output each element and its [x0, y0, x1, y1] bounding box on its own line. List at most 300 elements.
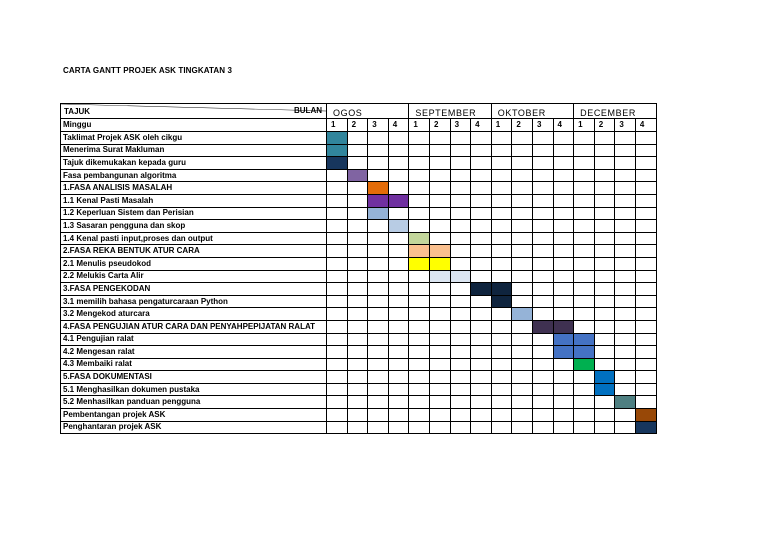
week-cell [347, 207, 368, 220]
minggu-label: Minggu [61, 119, 327, 132]
week-cell [327, 333, 348, 346]
week-cell [553, 270, 574, 283]
task-label: Menerima Surat Makluman [61, 144, 327, 157]
month-ogos: OGOS [327, 104, 409, 119]
week-cell [512, 157, 533, 170]
week-cell [553, 169, 574, 182]
week-cell [471, 346, 492, 359]
week-cell [471, 270, 492, 283]
week-cell [635, 220, 656, 233]
week-cell [327, 245, 348, 258]
task-row [61, 220, 657, 233]
task-label: 5.FASA DOKUMENTASI [61, 371, 327, 384]
week-cell [347, 396, 368, 409]
week-cell [532, 396, 553, 409]
week-cell [532, 207, 553, 220]
week-cell [512, 169, 533, 182]
week-cell [574, 207, 595, 220]
week-cell [409, 320, 430, 333]
week-cell [388, 371, 409, 384]
week-cell [368, 320, 389, 333]
week-cell [594, 207, 615, 220]
week-cell [347, 144, 368, 157]
week-cell [491, 371, 512, 384]
week-cell [388, 383, 409, 396]
gantt-bar-cell [491, 283, 512, 296]
week-cell [347, 371, 368, 384]
week-cell [429, 182, 450, 195]
week-cell [471, 169, 492, 182]
task-label: 3.FASA PENGEKODAN [61, 283, 327, 296]
week-cell [553, 245, 574, 258]
week-cell [388, 283, 409, 296]
week-cell [635, 194, 656, 207]
week-cell [347, 283, 368, 296]
week-cell [409, 182, 430, 195]
week-cell [409, 157, 430, 170]
week-cell [594, 169, 615, 182]
week-cell [532, 257, 553, 270]
task-row [61, 232, 657, 245]
week-number-cell: 4 [553, 119, 574, 132]
task-row [61, 383, 657, 396]
week-cell [368, 270, 389, 283]
week-cell [388, 333, 409, 346]
week-cell [388, 169, 409, 182]
week-cell [615, 333, 636, 346]
week-cell [409, 295, 430, 308]
week-cell [635, 308, 656, 321]
week-cell [553, 409, 574, 422]
task-label: 1.2 Keperluan Sistem dan Perisian [61, 207, 327, 220]
week-cell [471, 194, 492, 207]
week-cell [368, 308, 389, 321]
week-cell [327, 257, 348, 270]
task-row [61, 157, 657, 170]
week-cell [615, 283, 636, 296]
task-row [61, 320, 657, 333]
week-cell [368, 346, 389, 359]
week-cell [450, 283, 471, 296]
week-cell [635, 157, 656, 170]
week-cell [491, 333, 512, 346]
week-cell [574, 220, 595, 233]
week-cell [491, 245, 512, 258]
week-number-cell: 1 [327, 119, 348, 132]
week-cell [450, 396, 471, 409]
week-cell [327, 182, 348, 195]
week-cell [512, 346, 533, 359]
week-cell [615, 383, 636, 396]
task-row [61, 257, 657, 270]
week-cell [368, 333, 389, 346]
gantt-bar-cell [574, 333, 595, 346]
task-label: 5.2 Menhasilkan panduan pengguna [61, 396, 327, 409]
week-cell [594, 157, 615, 170]
week-cell [615, 257, 636, 270]
week-cell [491, 169, 512, 182]
week-cell [532, 333, 553, 346]
week-cell [635, 320, 656, 333]
week-cell [615, 157, 636, 170]
task-row [61, 283, 657, 296]
gantt-table [60, 103, 657, 434]
week-cell [388, 144, 409, 157]
week-cell [615, 144, 636, 157]
gantt-bar-cell [327, 132, 348, 145]
week-number-cell: 2 [594, 119, 615, 132]
task-label: 4.3 Membaiki ralat [61, 358, 327, 371]
week-cell [553, 421, 574, 434]
week-cell [491, 396, 512, 409]
week-cell [429, 383, 450, 396]
week-cell [574, 409, 595, 422]
task-row [61, 169, 657, 182]
week-cell [347, 409, 368, 422]
week-cell [532, 157, 553, 170]
week-cell [327, 207, 348, 220]
week-cell [553, 132, 574, 145]
week-cell [491, 409, 512, 422]
week-cell [512, 144, 533, 157]
week-cell [594, 220, 615, 233]
week-cell [327, 194, 348, 207]
week-cell [450, 308, 471, 321]
week-cell [532, 232, 553, 245]
week-cell [574, 257, 595, 270]
week-cell [553, 396, 574, 409]
week-cell [532, 421, 553, 434]
week-cell [471, 358, 492, 371]
week-cell [429, 308, 450, 321]
week-cell [635, 257, 656, 270]
week-cell [574, 270, 595, 283]
week-cell [635, 371, 656, 384]
week-cell [471, 320, 492, 333]
gantt-bar-cell [429, 270, 450, 283]
task-label: Fasa pembangunan algoritma [61, 169, 327, 182]
week-cell [409, 396, 430, 409]
week-cell [635, 182, 656, 195]
chart-title: CARTA GANTT PROJEK ASK TINGKATAN 3 [63, 66, 233, 75]
task-row [61, 333, 657, 346]
week-cell [471, 383, 492, 396]
week-cell [615, 371, 636, 384]
week-cell [409, 144, 430, 157]
week-cell [574, 396, 595, 409]
week-cell [450, 157, 471, 170]
week-cell [615, 194, 636, 207]
week-number-cell: 3 [615, 119, 636, 132]
task-label: 1.3 Sasaran pengguna dan skop [61, 220, 327, 233]
week-cell [594, 194, 615, 207]
week-cell [471, 157, 492, 170]
gantt-bar-cell [368, 182, 389, 195]
week-number-cell: 3 [532, 119, 553, 132]
gantt-bar-cell [327, 157, 348, 170]
week-cell [429, 144, 450, 157]
week-cell [532, 182, 553, 195]
week-cell [450, 371, 471, 384]
week-cell [327, 371, 348, 384]
week-cell [512, 245, 533, 258]
week-cell [429, 358, 450, 371]
gantt-bar-cell [409, 245, 430, 258]
week-cell [368, 157, 389, 170]
diagonal-divider [61, 104, 326, 118]
gantt-bar-cell [429, 245, 450, 258]
week-cell [574, 182, 595, 195]
week-cell [429, 346, 450, 359]
week-cell [388, 409, 409, 422]
week-cell [471, 396, 492, 409]
gantt-bar-cell [368, 194, 389, 207]
week-cell [347, 194, 368, 207]
task-label: 3.2 Mengekod aturcara [61, 308, 327, 321]
week-cell [594, 396, 615, 409]
week-cell [594, 358, 615, 371]
week-cell [429, 283, 450, 296]
week-cell [532, 409, 553, 422]
week-cell [512, 421, 533, 434]
week-cell [388, 232, 409, 245]
task-label: 1.FASA ANALISIS MASALAH [61, 182, 327, 195]
week-cell [409, 169, 430, 182]
task-row [61, 245, 657, 258]
task-row [61, 144, 657, 157]
tajuk-label: TAJUK [64, 107, 91, 116]
week-cell [471, 295, 492, 308]
week-cell [429, 207, 450, 220]
week-cell [512, 295, 533, 308]
week-cell [327, 308, 348, 321]
week-cell [368, 257, 389, 270]
week-cell [553, 383, 574, 396]
week-cell [347, 257, 368, 270]
week-cell [327, 295, 348, 308]
task-label: 2.1 Menulis pseudokod [61, 257, 327, 270]
week-cell [368, 283, 389, 296]
week-cell [512, 371, 533, 384]
week-cell [388, 421, 409, 434]
week-cell [491, 144, 512, 157]
week-cell [327, 421, 348, 434]
gantt-bar-cell [388, 220, 409, 233]
week-cell [615, 232, 636, 245]
week-cell [347, 308, 368, 321]
week-cell [368, 383, 389, 396]
week-cell [553, 157, 574, 170]
week-cell [491, 383, 512, 396]
week-cell [450, 245, 471, 258]
task-label: 3.1 memilih bahasa pengaturcaraan Python [61, 295, 327, 308]
week-cell [512, 232, 533, 245]
week-cell [368, 144, 389, 157]
gantt-bar-cell [409, 257, 430, 270]
week-cell [327, 358, 348, 371]
week-cell [594, 257, 615, 270]
gantt-bar-cell [327, 144, 348, 157]
week-cell [512, 207, 533, 220]
week-cell [471, 371, 492, 384]
week-cell [491, 320, 512, 333]
task-row [61, 308, 657, 321]
week-cell [594, 320, 615, 333]
week-cell [429, 132, 450, 145]
week-cell [388, 320, 409, 333]
week-cell [491, 182, 512, 195]
task-row [61, 132, 657, 145]
week-cell [471, 132, 492, 145]
week-cell [429, 295, 450, 308]
task-label: 4.2 Mengesan ralat [61, 346, 327, 359]
week-cell [450, 220, 471, 233]
week-cell [388, 358, 409, 371]
week-number-cell: 3 [368, 119, 389, 132]
week-cell [409, 194, 430, 207]
week-cell [327, 409, 348, 422]
week-cell [347, 320, 368, 333]
week-cell [450, 383, 471, 396]
week-cell [615, 308, 636, 321]
week-cell [615, 169, 636, 182]
week-cell [429, 157, 450, 170]
week-cell [347, 358, 368, 371]
week-cell [327, 232, 348, 245]
week-cell [471, 409, 492, 422]
week-cell [409, 421, 430, 434]
week-cell [635, 358, 656, 371]
week-cell [635, 270, 656, 283]
week-cell [429, 421, 450, 434]
week-cell [532, 270, 553, 283]
week-cell [491, 220, 512, 233]
task-row [61, 409, 657, 422]
week-cell [635, 295, 656, 308]
week-cell [409, 358, 430, 371]
week-cell [635, 144, 656, 157]
week-cell [368, 358, 389, 371]
week-cell [512, 257, 533, 270]
week-cell [388, 308, 409, 321]
gantt-bar-cell [635, 409, 656, 422]
week-cell [532, 220, 553, 233]
week-cell [615, 132, 636, 145]
week-cell [594, 182, 615, 195]
week-number-cell: 3 [450, 119, 471, 132]
week-cell [615, 421, 636, 434]
week-cell [553, 257, 574, 270]
week-cell [347, 182, 368, 195]
week-cell [594, 232, 615, 245]
week-cell [347, 295, 368, 308]
week-cell [532, 144, 553, 157]
week-cell [532, 169, 553, 182]
week-cell [368, 421, 389, 434]
week-cell [491, 194, 512, 207]
week-cell [491, 157, 512, 170]
week-cell [574, 157, 595, 170]
week-cell [327, 396, 348, 409]
week-cell [429, 194, 450, 207]
week-cell [368, 245, 389, 258]
week-cell [388, 257, 409, 270]
week-cell [553, 207, 574, 220]
week-cell [450, 421, 471, 434]
gantt-bar-cell [594, 371, 615, 384]
week-cell [388, 157, 409, 170]
task-label: Pembentangan projek ASK [61, 409, 327, 422]
week-cell [594, 144, 615, 157]
week-cell [615, 320, 636, 333]
week-cell [409, 371, 430, 384]
week-cell [388, 245, 409, 258]
week-cell [512, 194, 533, 207]
week-cell [532, 283, 553, 296]
header-row-months [61, 104, 657, 119]
week-cell [368, 396, 389, 409]
week-cell [512, 132, 533, 145]
week-cell [574, 320, 595, 333]
week-cell [532, 194, 553, 207]
week-cell [450, 182, 471, 195]
week-cell [471, 144, 492, 157]
week-cell [471, 308, 492, 321]
week-cell [574, 383, 595, 396]
gantt-bar-cell [594, 383, 615, 396]
week-cell [327, 283, 348, 296]
task-label: 2.FASA REKA BENTUK ATUR CARA [61, 245, 327, 258]
week-cell [450, 333, 471, 346]
week-cell [450, 320, 471, 333]
week-cell [512, 270, 533, 283]
week-cell [450, 409, 471, 422]
week-cell [450, 169, 471, 182]
week-cell [388, 396, 409, 409]
task-row [61, 270, 657, 283]
week-cell [615, 295, 636, 308]
week-cell [635, 346, 656, 359]
week-cell [429, 220, 450, 233]
week-cell [635, 383, 656, 396]
week-cell [553, 232, 574, 245]
week-cell [635, 333, 656, 346]
week-cell [532, 383, 553, 396]
week-cell [553, 295, 574, 308]
week-cell [450, 144, 471, 157]
week-cell [574, 371, 595, 384]
week-cell [635, 169, 656, 182]
task-row [61, 295, 657, 308]
gantt-bar-cell [471, 283, 492, 296]
week-cell [553, 220, 574, 233]
week-cell [491, 270, 512, 283]
week-cell [574, 132, 595, 145]
week-cell [532, 346, 553, 359]
week-cell [512, 283, 533, 296]
week-cell [594, 283, 615, 296]
week-cell [429, 409, 450, 422]
week-cell [491, 358, 512, 371]
week-cell [594, 308, 615, 321]
week-cell [635, 207, 656, 220]
task-row [61, 396, 657, 409]
week-cell [594, 421, 615, 434]
week-cell [553, 194, 574, 207]
gantt-bar-cell [635, 421, 656, 434]
week-number-cell: 2 [347, 119, 368, 132]
week-cell [553, 371, 574, 384]
